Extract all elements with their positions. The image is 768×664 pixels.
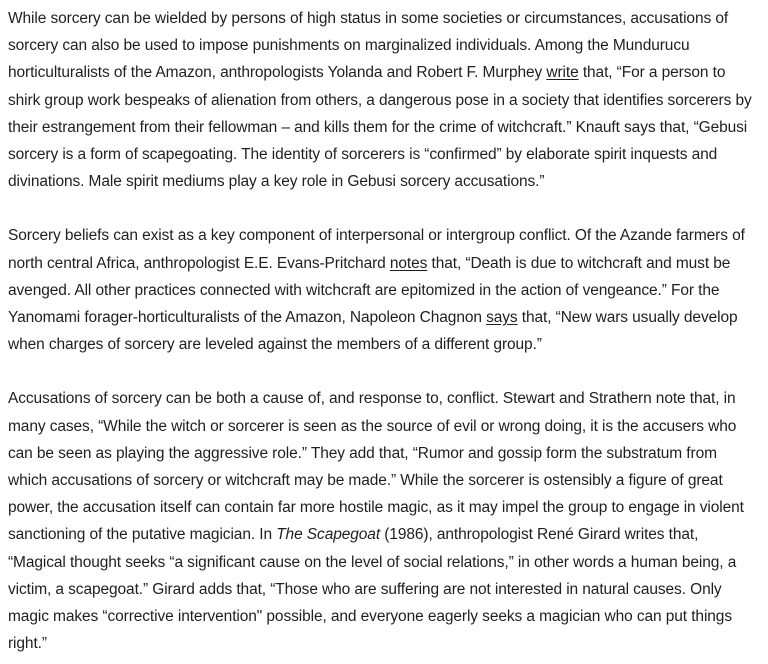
paragraph-3 (8, 385, 760, 657)
paragraph-2 (8, 222, 760, 358)
book-title: The Scapegoat (276, 526, 381, 544)
says-link[interactable]: says (486, 309, 518, 327)
write-link[interactable]: write (546, 64, 579, 82)
paragraph-1-text-a: While sorcery can be wielded by persons of high status in some societies or circumstances, accusations of sorcery can also be used to impose punishments on marginalized individuals. Among the Mundurucu horticulturalists of the Amazon, anthropologists Yolanda and Robert F. Murphey (8, 10, 729, 82)
paragraph-3-text-b: (1986), anthropologist René Girard writes that, “Magical thought seeks “a significant cause on the level of social relations,” in other words a human being, a victim, a scapegoat.” Girard adds that, “Those who are suffering are not interested in natural causes. Only magic makes “corrective intervention" possible, and everyone eagerly seeks a magician who can put things right.” (8, 526, 737, 653)
paragraph-2-text-a: Sorcery beliefs can exist as a key component of interpersonal or intergroup conflict. Of the Azande farmers of north central Africa, anthropologist E.E. Evans-Pritchard (8, 227, 745, 272)
notes-link[interactable]: notes (389, 254, 428, 272)
paragraph-1 (8, 5, 760, 195)
paragraph-3-text-a: Accusations of sorcery can be both a cause of, and response to, conflict. Stewart and Strathern note that, in many cases, “While the witch or sorcerer is seen as the source of evil or wrong doing, it is the accusers who can be seen as playing the aggressive role.” They add that, “Rumor and gossip form the substratum from which accusations of sorcery or witchcraft may be made.” While the sorcerer is ostensibly a figure of great power, the accusation itself can contain far more hostile magic, as it may impel the group to engage in violent sanctioning of the putative magician. In (8, 390, 744, 544)
paragraph-1-text-b: that, “For a person to shirk group work bespeaks of alienation from others, a dangerous pose in a society that identifies sorcerers by their estrangement from their fellowman – and kills them for the crime of witchcraft.” Knauft says that, “Gebusi sorcery is a form of scapegoating. The identity of sorcerers is “confirmed” by elaborate spirit inquests and divinations. Male spirit mediums play a key role in Gebusi sorcery accusations.” (8, 64, 752, 191)
paragraph-2-text-c: that, “New wars usually develop when charges of sorcery are leveled against the members of a different group.” (8, 309, 738, 354)
paragraph-2-text-b: that, “Death is due to witchcraft and must be avenged. All other practices connected with witchcraft are epitomized in the action of vengeance.” For the Yanomami forager-horticulturalists of the Amazon, Napoleon Chagnon (8, 254, 731, 327)
